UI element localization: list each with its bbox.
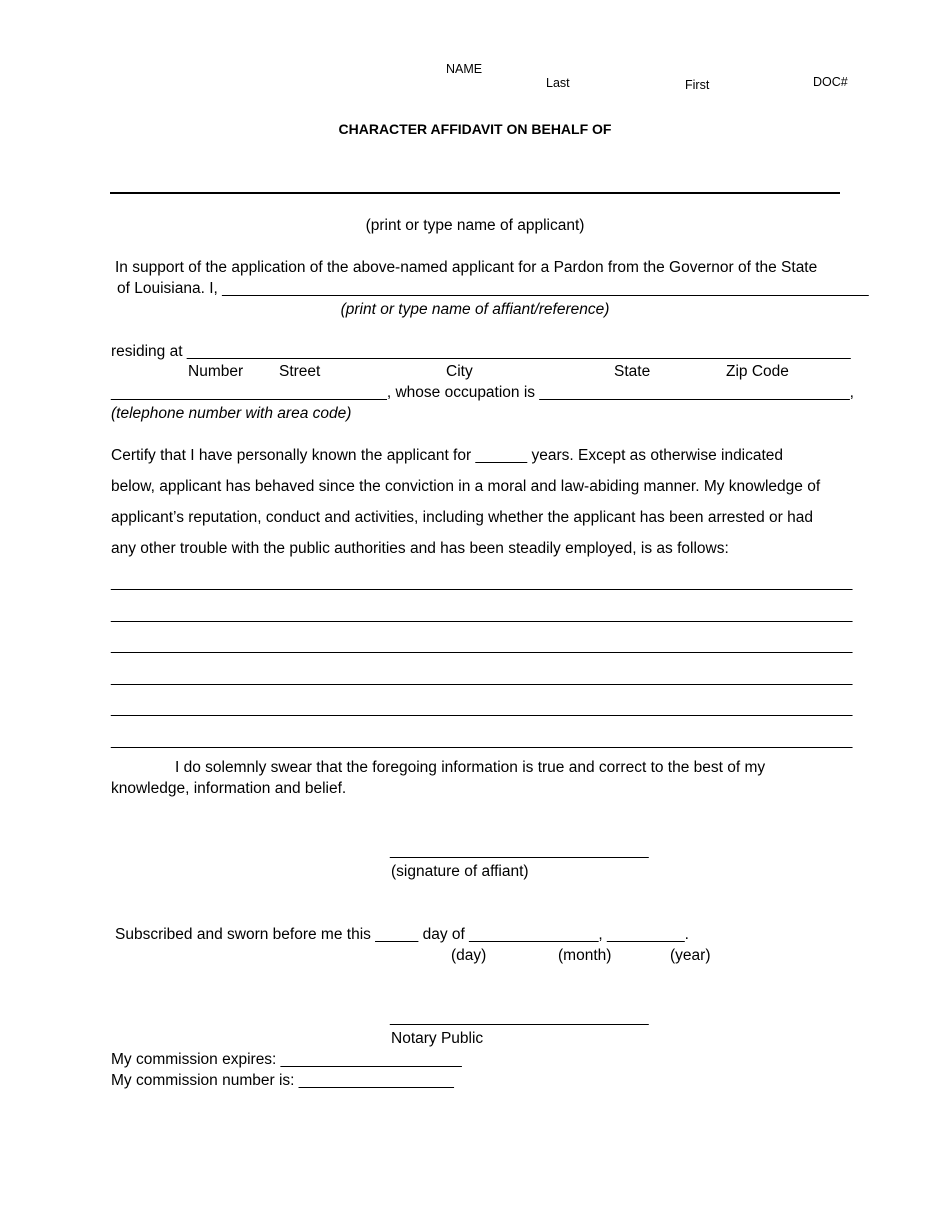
oath-line-1: I do solemnly swear that the foregoing information is true and correct to the best of my <box>175 759 766 776</box>
answer-line[interactable]: ______________________________________________________________________________________ <box>111 606 853 623</box>
name-label: NAME <box>446 62 483 76</box>
commission-expires-field[interactable]: My commission expires: _____________________ <box>111 1051 462 1068</box>
address-zip-label: Zip Code <box>726 363 789 380</box>
form-title: CHARACTER AFFIDAVIT ON BEHALF OF <box>338 121 612 137</box>
phone-caption: (telephone number with area code) <box>111 405 352 422</box>
applicant-name-line[interactable] <box>110 192 840 194</box>
answer-line[interactable]: ______________________________________________________________________________________ <box>111 637 853 654</box>
answer-line[interactable]: ______________________________________________________________________________________ <box>111 669 853 686</box>
last-name-label: Last <box>546 76 570 90</box>
address-number-label: Number <box>188 363 244 380</box>
address-street-label: Street <box>279 363 321 380</box>
address-city-label: City <box>446 363 473 380</box>
sworn-year-label: (year) <box>670 947 711 964</box>
first-name-label: First <box>685 78 710 92</box>
signature-caption: (signature of affiant) <box>391 863 529 880</box>
answer-line[interactable]: ______________________________________________________________________________________ <box>111 574 853 591</box>
applicant-name-caption: (print or type name of applicant) <box>365 217 585 234</box>
notary-public-caption: Notary Public <box>391 1030 484 1047</box>
certify-line-1: Certify that I have personally known the applicant for ______ years. Except as otherwise indicated <box>111 447 784 464</box>
residing-address-field[interactable]: residing at _____________________________________________________________________________ <box>111 343 851 360</box>
answer-line[interactable]: ______________________________________________________________________________________ <box>111 732 853 749</box>
sworn-month-label: (month) <box>558 947 612 964</box>
oath-line-2: knowledge, information and belief. <box>111 780 347 797</box>
signature-field[interactable]: ______________________________ <box>390 842 649 859</box>
sworn-day-label: (day) <box>451 947 487 964</box>
affiant-name-field[interactable]: of Louisiana. I, ___________________________________________________________________________ <box>117 280 869 297</box>
certify-line-3: applicant’s reputation, conduct and activities, including whether the applicant has been arrested or had <box>111 509 813 526</box>
sworn-date-field[interactable]: Subscribed and sworn before me this _____ day of _______________, _________. <box>115 926 689 943</box>
phone-occupation-field[interactable]: ________________________________, whose occupation is ____________________________________, <box>111 384 854 401</box>
certify-line-4: any other trouble with the public authorities and has been steadily employed, is as follows: <box>111 540 729 557</box>
notary-signature-field[interactable]: ______________________________ <box>390 1009 649 1026</box>
affiant-name-caption: (print or type name of affiant/reference) <box>340 301 610 318</box>
certify-line-2: below, applicant has behaved since the conviction in a moral and law-abiding manner. My knowledge of <box>111 478 821 495</box>
support-line-1: In support of the application of the above-named applicant for a Pardon from the Governor of the State <box>115 259 818 276</box>
answer-line[interactable]: ______________________________________________________________________________________ <box>111 700 853 717</box>
commission-number-field[interactable]: My commission number is: __________________ <box>111 1072 454 1089</box>
doc-number-label: DOC# <box>813 75 848 89</box>
address-state-label: State <box>614 363 651 380</box>
